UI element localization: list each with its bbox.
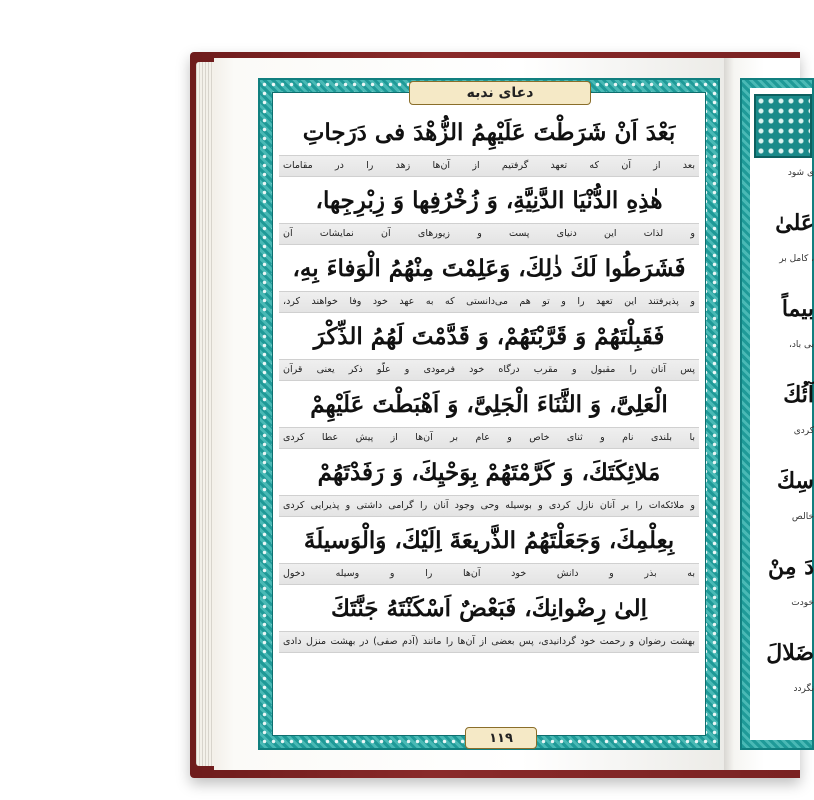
text-row <box>279 247 699 315</box>
right-arabic-fragment: ضَلالَ <box>766 640 814 666</box>
right-ornamental-frame <box>740 78 814 750</box>
text-row <box>279 587 699 655</box>
right-translation-fragment: بی باد، <box>788 340 814 350</box>
text-lines <box>279 111 699 655</box>
right-translation-fragment: خالص <box>791 512 814 522</box>
arabic-line: هٰذِهِ الدُّنْیَا الدَّنِیَّةِ، وَ زُخْرُفِها وَ زِبْرِجِها، <box>315 187 663 214</box>
persian-translation: و لذات این دنیای پست و زیورهای آن نمایشات آن <box>279 223 699 245</box>
right-translation-fragment: ، کامل بر <box>779 254 814 264</box>
text-row <box>279 111 699 179</box>
persian-translation: بعد از آن که تعهد گرفتیم از آن‌ها زهد را در مقامات <box>279 155 699 177</box>
right-arabic-fragment: سِكَ <box>777 468 814 494</box>
right-translation-fragment: کردی <box>793 426 814 436</box>
right-page <box>724 58 814 770</box>
page-number: ١١٩ <box>465 727 537 749</box>
right-translation-fragment: نگردد <box>793 684 814 694</box>
ornament-medallion-icon <box>754 94 812 158</box>
text-row <box>279 179 699 247</box>
arabic-line: اِلیٰ رِضْوانِكَ، فَبَعْضٌ اَسْكَنْتَهُ جَنَّتَكَ <box>331 595 647 622</box>
persian-translation: به بذر و دانش خود آن‌ها را و وسیله دخول <box>279 563 699 585</box>
page-content <box>272 85 706 746</box>
text-row <box>279 451 699 519</box>
persian-translation: و پذیرفتند این تعهد را و تو هم می‌دانستی که به عهد خود وفا خواهند کرد، <box>279 291 699 313</box>
persian-translation: بهشت رضوان و رحمت خود گردانیدی، پس بعضی از آن‌ها را مانند (آدم صفی) در بهشت منزل دادی <box>279 631 699 653</box>
page-title: دعای ندبه <box>409 81 591 105</box>
right-translation-fragment: ی شود <box>787 168 814 178</box>
arabic-line: مَلائِكَتَكَ، وَ كَرَّمْتَهُمْ بِوَحْیِكَ، وَ رَفَدْتَهُمْ <box>317 459 661 486</box>
right-arabic-fragment: دَ مِنْ <box>768 554 814 580</box>
persian-translation: و ملائکه‌ات را بر آنان نازل کردی و بوسیله وحی وجود آنان را گرامی داشتی و پذیرایی کردی <box>279 495 699 517</box>
arabic-line: الْعَلِیَّ، وَ الثَّنَاءَ الْجَلِیَّ، وَ اَهْبَطْتَ عَلَیْهِمْ <box>310 391 668 418</box>
text-row <box>279 383 699 451</box>
arabic-line: فَقَبِلْتَهُمْ وَ قَرَّبْتَهُمْ، وَ قَدَّمْتَ لَهُمُ الذِّكْرَ <box>313 323 665 350</box>
text-row <box>279 315 699 383</box>
right-arabic-fragment: آئُكَ <box>783 382 814 408</box>
arabic-line: بِعِلْمِكَ، وَجَعَلْتَهُمُ الذَّریعَةَ اِلَیْكَ، وَالْوَسیلَةَ <box>303 527 675 554</box>
right-arabic-fragment: بیماً <box>781 296 814 322</box>
ornamental-frame <box>258 78 720 750</box>
persian-translation: پس آنان را مقبول و مقرب درگاه خود فرمودی و علّو ذکر یعنی قرآن <box>279 359 699 381</box>
arabic-line: فَشَرَطُوا لَكَ ذٰلِكَ، وَعَلِمْتَ مِنْهُمُ الْوَفاءَ بِهِ، <box>292 255 686 282</box>
right-translation-fragment: خودت <box>791 598 814 608</box>
persian-translation: با بلندی نام و ثنای خاص و عام بر آن‌ها از پیش عطا کردی <box>279 427 699 449</box>
text-row <box>279 519 699 587</box>
right-page-content <box>750 88 812 740</box>
arabic-line: بَعْدَ اَنْ شَرَطْتَ عَلَیْهِمُ الزُّهْدَ فی دَرَجاتِ <box>302 119 676 146</box>
right-arabic-fragment: عَلیٰ <box>775 210 814 236</box>
